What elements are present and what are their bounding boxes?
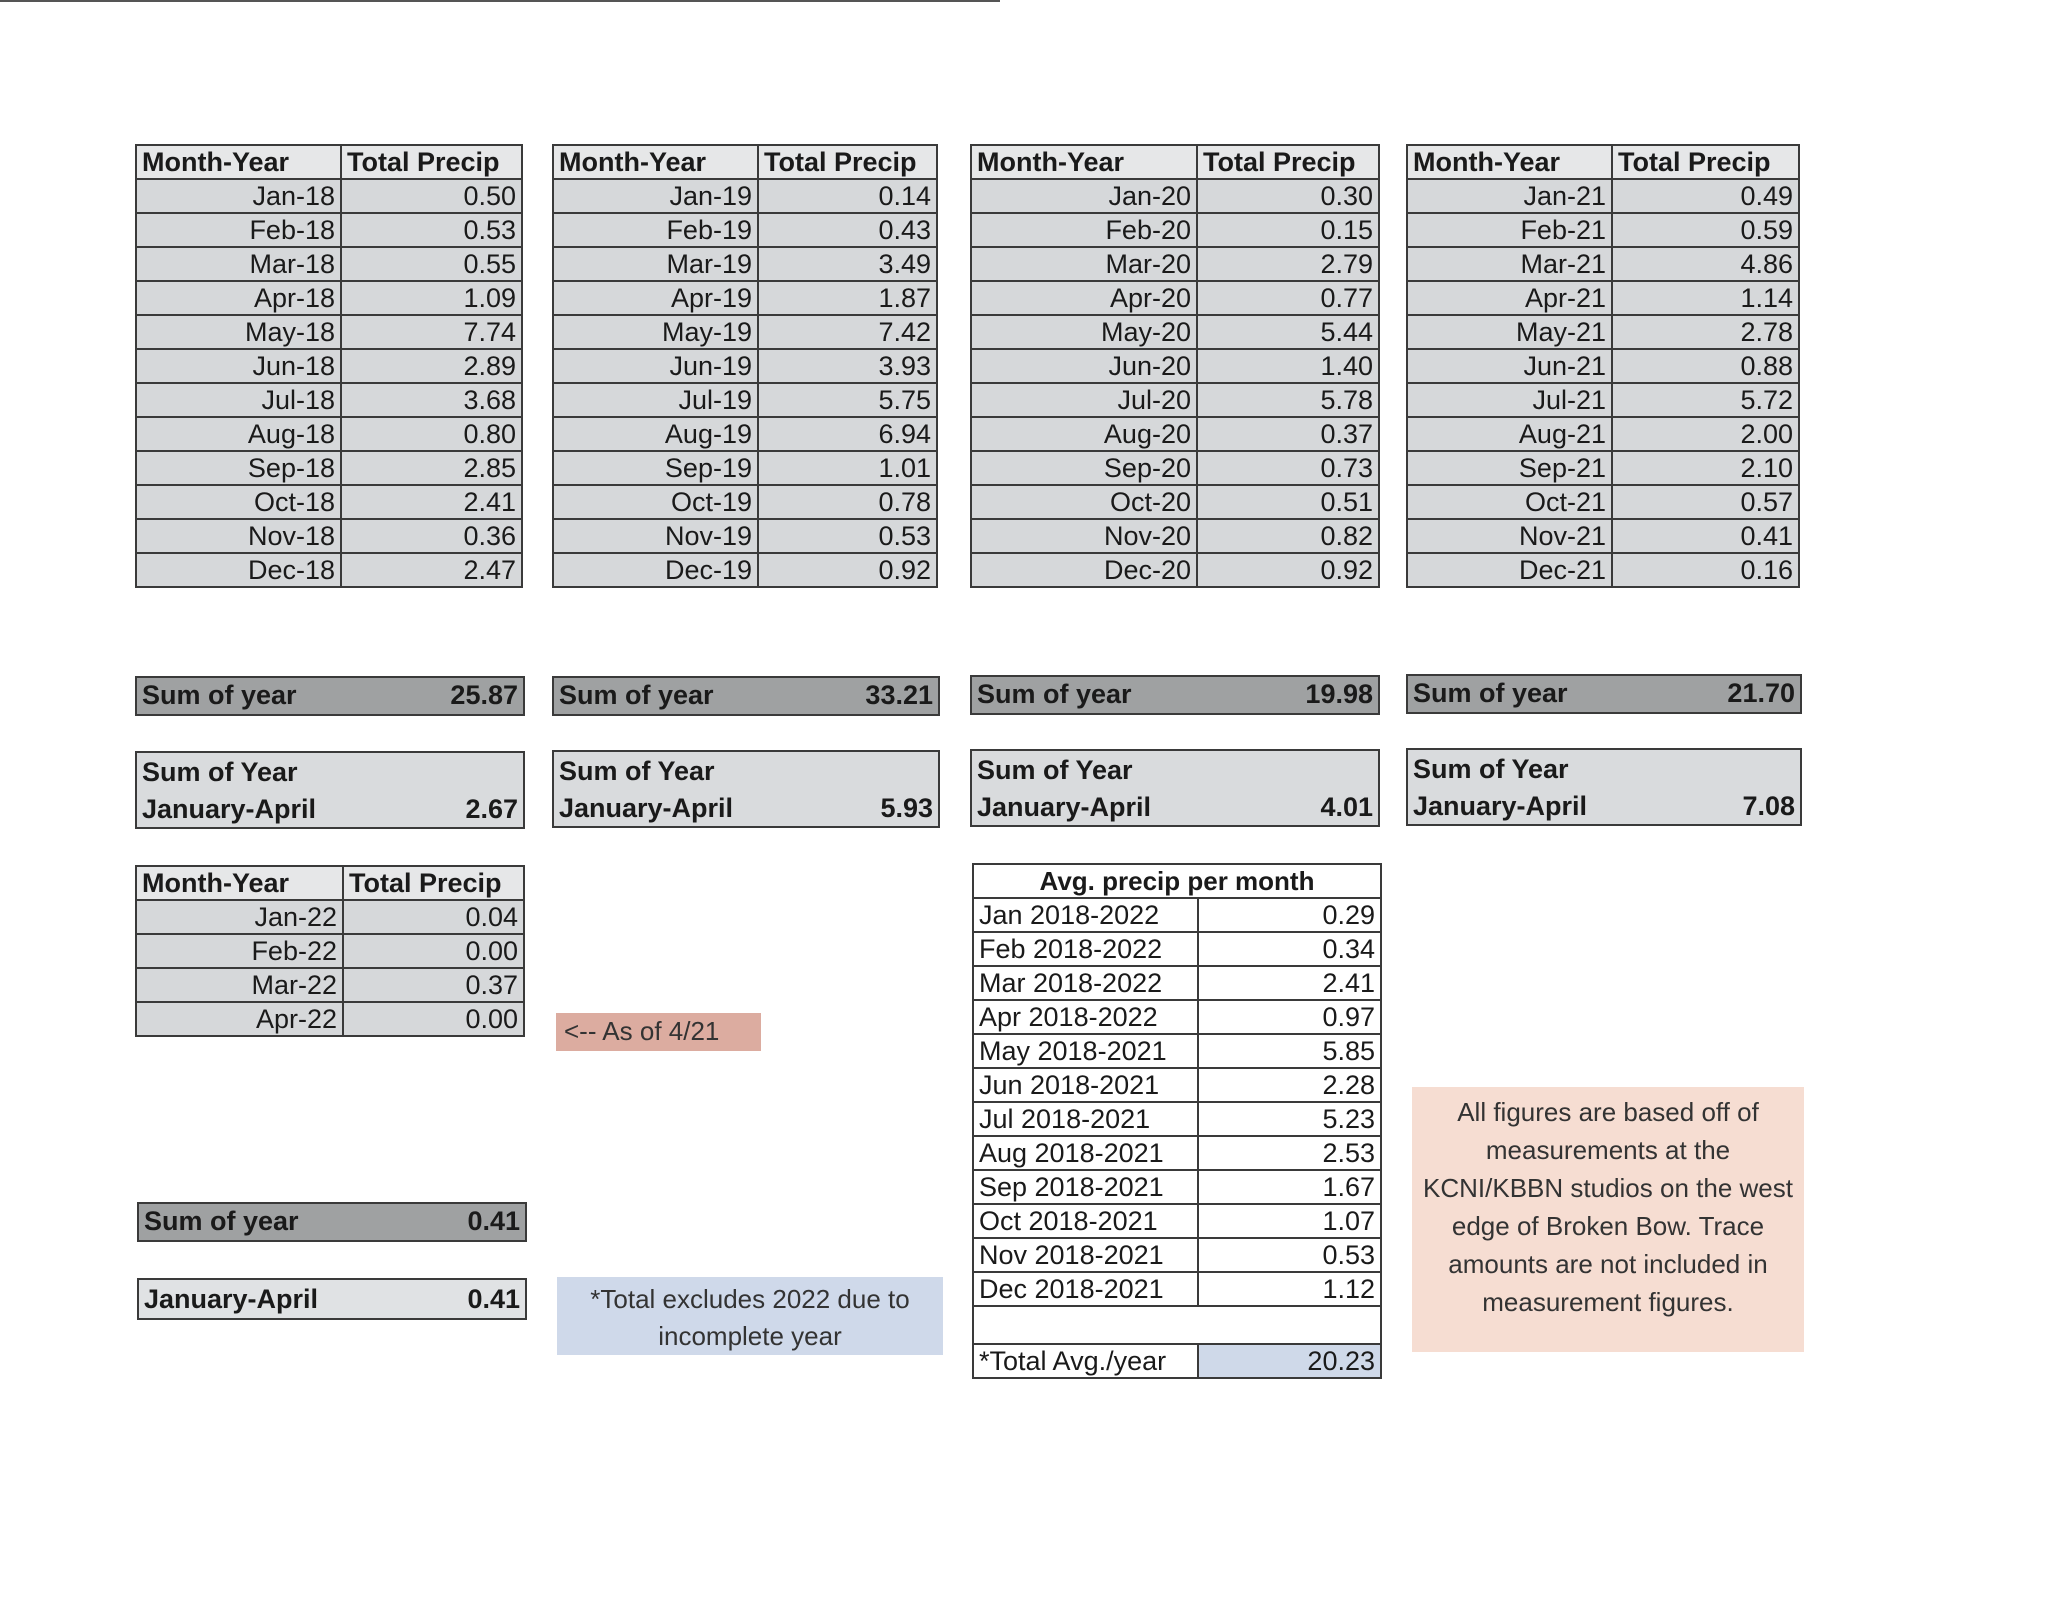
precip-cell: 0.77 xyxy=(1197,281,1379,315)
header-row xyxy=(136,145,522,179)
precip-cell: 2.89 xyxy=(341,349,522,383)
sum-of-year-2018 xyxy=(135,676,525,716)
as-of-note: <-- As of 4/21 xyxy=(556,1013,761,1051)
month-cell: Sep-19 xyxy=(553,451,758,485)
ja-line1: Sum of Year xyxy=(142,757,298,787)
precip-cell: 1.87 xyxy=(758,281,937,315)
header-row xyxy=(971,145,1379,179)
precip-cell: 3.93 xyxy=(758,349,937,383)
avg-month-value: 1.67 xyxy=(1198,1170,1381,1204)
table-row xyxy=(971,485,1379,519)
month-cell: Oct-20 xyxy=(971,485,1197,519)
table-row xyxy=(553,485,937,519)
blank-cell xyxy=(973,1306,1381,1344)
month-cell: Apr-21 xyxy=(1407,281,1612,315)
avg-row xyxy=(973,1272,1381,1306)
month-year-header: Month-Year xyxy=(136,866,343,900)
sum-of-year-2019 xyxy=(552,676,940,716)
avg-row xyxy=(973,898,1381,932)
month-cell: Jan-18 xyxy=(136,179,341,213)
avg-month-value: 1.07 xyxy=(1198,1204,1381,1238)
month-cell: Jul-21 xyxy=(1407,383,1612,417)
table-row xyxy=(1407,519,1799,553)
avg-row xyxy=(973,1204,1381,1238)
avg-month-value: 0.97 xyxy=(1198,1000,1381,1034)
sum-value: 33.21 xyxy=(865,680,933,710)
avg-month-label: Oct 2018-2021 xyxy=(973,1204,1198,1238)
avg-month-label: Jul 2018-2021 xyxy=(973,1102,1198,1136)
month-cell: Jun-19 xyxy=(553,349,758,383)
precip-cell: 2.79 xyxy=(1197,247,1379,281)
table-row xyxy=(971,519,1379,553)
avg-month-label: Jun 2018-2021 xyxy=(973,1068,1198,1102)
precip-cell: 2.85 xyxy=(341,451,522,485)
avg-row xyxy=(973,1170,1381,1204)
precip-table xyxy=(135,144,523,588)
figures-note: All figures are based off of measurements at the KCNI/KBBN studios on the west edge of Broken Bow. Trace amounts are not included in measurement figures. xyxy=(1412,1087,1804,1352)
table-row xyxy=(553,383,937,417)
jan-apr-2022 xyxy=(137,1278,527,1320)
table-row xyxy=(553,451,937,485)
precip-cell: 0.49 xyxy=(1612,179,1799,213)
month-cell: Feb-19 xyxy=(553,213,758,247)
month-cell: Mar-20 xyxy=(971,247,1197,281)
excludes-2022-note: *Total excludes 2022 due to incomplete year xyxy=(557,1277,943,1355)
precip-cell: 0.73 xyxy=(1197,451,1379,485)
sum-value: 0.41 xyxy=(467,1206,520,1236)
table-row xyxy=(136,900,524,934)
table-row xyxy=(1407,179,1799,213)
precip-cell: 3.49 xyxy=(758,247,937,281)
total-precip-header: Total Precip xyxy=(758,145,937,179)
month-cell: Dec-18 xyxy=(136,553,341,587)
sum-of-year-2022 xyxy=(137,1202,527,1242)
table-row xyxy=(1407,553,1799,587)
jan-apr-2018 xyxy=(135,751,525,829)
jan-apr-2020 xyxy=(970,749,1380,827)
ja-value: 4.01 xyxy=(1320,792,1373,822)
month-year-header: Month-Year xyxy=(136,145,341,179)
table-row xyxy=(971,383,1379,417)
ja-line2: January-April xyxy=(559,793,734,823)
precip-cell: 6.94 xyxy=(758,417,937,451)
table-row xyxy=(1407,281,1799,315)
ja-line2: January-April xyxy=(142,794,317,824)
table-row xyxy=(553,519,937,553)
avg-month-value: 2.41 xyxy=(1198,966,1381,1000)
month-cell: Aug-20 xyxy=(971,417,1197,451)
month-cell: Mar-18 xyxy=(136,247,341,281)
month-cell: Apr-22 xyxy=(136,1002,343,1036)
month-cell: Aug-18 xyxy=(136,417,341,451)
month-cell: Dec-21 xyxy=(1407,553,1612,587)
avg-row xyxy=(973,932,1381,966)
table-row xyxy=(971,349,1379,383)
table-row xyxy=(136,383,522,417)
jan-apr-2019 xyxy=(552,750,940,828)
month-cell: Nov-21 xyxy=(1407,519,1612,553)
precip-cell: 0.00 xyxy=(343,1002,524,1036)
table-row xyxy=(1407,383,1799,417)
month-cell: Oct-18 xyxy=(136,485,341,519)
avg-row xyxy=(973,1000,1381,1034)
avg-month-label: Dec 2018-2021 xyxy=(973,1272,1198,1306)
avg-month-label: Apr 2018-2022 xyxy=(973,1000,1198,1034)
month-year-header: Month-Year xyxy=(971,145,1197,179)
month-cell: May-21 xyxy=(1407,315,1612,349)
month-cell: Feb-21 xyxy=(1407,213,1612,247)
month-cell: Aug-21 xyxy=(1407,417,1612,451)
avg-month-value: 1.12 xyxy=(1198,1272,1381,1306)
sum-label: Sum of year xyxy=(977,679,1132,709)
month-cell: Nov-19 xyxy=(553,519,758,553)
precip-cell: 0.78 xyxy=(758,485,937,519)
avg-month-value: 5.85 xyxy=(1198,1034,1381,1068)
precip-cell: 0.53 xyxy=(341,213,522,247)
month-cell: Jan-20 xyxy=(971,179,1197,213)
month-cell: Nov-18 xyxy=(136,519,341,553)
avg-month-label: Mar 2018-2022 xyxy=(973,966,1198,1000)
avg-month-label: Jan 2018-2022 xyxy=(973,898,1198,932)
table-row xyxy=(136,349,522,383)
ja-line1: Sum of Year xyxy=(1413,754,1569,784)
table-row xyxy=(136,451,522,485)
table-row xyxy=(971,213,1379,247)
table-row xyxy=(971,179,1379,213)
ja-line1: Sum of Year xyxy=(559,756,715,786)
precip-cell: 0.16 xyxy=(1612,553,1799,587)
table-row xyxy=(136,315,522,349)
month-cell: Jan-22 xyxy=(136,900,343,934)
precip-table xyxy=(135,865,525,1037)
avg-title: Avg. precip per month xyxy=(973,864,1381,898)
month-cell: May-20 xyxy=(971,315,1197,349)
avg-row xyxy=(973,966,1381,1000)
precip-cell: 0.36 xyxy=(341,519,522,553)
sum-of-year-2021 xyxy=(1406,674,1802,714)
header-row xyxy=(1407,145,1799,179)
table-row xyxy=(553,213,937,247)
month-year-header: Month-Year xyxy=(1407,145,1612,179)
precip-cell: 0.82 xyxy=(1197,519,1379,553)
month-cell: Mar-22 xyxy=(136,968,343,1002)
precip-table xyxy=(1406,144,1800,588)
month-cell: Dec-19 xyxy=(553,553,758,587)
month-cell: Mar-21 xyxy=(1407,247,1612,281)
table-row xyxy=(1407,247,1799,281)
table-row xyxy=(553,247,937,281)
precip-cell: 5.75 xyxy=(758,383,937,417)
ja-line2: January-April xyxy=(1413,791,1588,821)
jan-apr-2021 xyxy=(1406,748,1802,826)
sum-value: 21.70 xyxy=(1727,678,1795,708)
precip-cell: 0.04 xyxy=(343,900,524,934)
table-row xyxy=(553,315,937,349)
table-row xyxy=(971,281,1379,315)
table-row xyxy=(553,179,937,213)
sum-of-year-2020 xyxy=(970,675,1380,715)
table-row xyxy=(136,519,522,553)
month-cell: Jun-18 xyxy=(136,349,341,383)
precip-cell: 0.30 xyxy=(1197,179,1379,213)
avg-month-label: May 2018-2021 xyxy=(973,1034,1198,1068)
avg-row xyxy=(973,1102,1381,1136)
month-cell: Oct-21 xyxy=(1407,485,1612,519)
table-row xyxy=(971,315,1379,349)
precip-cell: 2.00 xyxy=(1612,417,1799,451)
precip-cell: 0.59 xyxy=(1612,213,1799,247)
table-row xyxy=(1407,315,1799,349)
month-cell: Dec-20 xyxy=(971,553,1197,587)
avg-blank-row xyxy=(973,1306,1381,1344)
month-cell: Jun-20 xyxy=(971,349,1197,383)
ja-value: 7.08 xyxy=(1742,791,1795,821)
table-row xyxy=(136,179,522,213)
precip-cell: 0.14 xyxy=(758,179,937,213)
precip-table xyxy=(552,144,938,588)
avg-month-value: 2.53 xyxy=(1198,1136,1381,1170)
precip-cell: 2.47 xyxy=(341,553,522,587)
month-cell: Feb-20 xyxy=(971,213,1197,247)
table-row xyxy=(971,451,1379,485)
table-2018 xyxy=(135,144,523,588)
sum-value: 19.98 xyxy=(1305,679,1373,709)
avg-month-value: 0.53 xyxy=(1198,1238,1381,1272)
table-row xyxy=(136,968,524,1002)
header-row xyxy=(553,145,937,179)
table-row xyxy=(136,1002,524,1036)
avg-total-row xyxy=(973,1344,1381,1378)
table-row xyxy=(971,417,1379,451)
table-2020 xyxy=(970,144,1380,588)
precip-cell: 0.92 xyxy=(1197,553,1379,587)
ja-value: 5.93 xyxy=(880,793,933,823)
precip-cell: 7.74 xyxy=(341,315,522,349)
month-cell: May-19 xyxy=(553,315,758,349)
table-row xyxy=(136,247,522,281)
avg-precip-table xyxy=(972,863,1382,1379)
table-row xyxy=(136,553,522,587)
table-2019 xyxy=(552,144,938,588)
month-cell: Jul-18 xyxy=(136,383,341,417)
precip-cell: 0.55 xyxy=(341,247,522,281)
precip-cell: 0.57 xyxy=(1612,485,1799,519)
total-precip-header: Total Precip xyxy=(1197,145,1379,179)
precip-cell: 0.53 xyxy=(758,519,937,553)
month-cell: Apr-20 xyxy=(971,281,1197,315)
table-2021 xyxy=(1406,144,1800,588)
month-cell: Sep-20 xyxy=(971,451,1197,485)
avg-month-value: 2.28 xyxy=(1198,1068,1381,1102)
table-row xyxy=(971,247,1379,281)
month-cell: Aug-19 xyxy=(553,417,758,451)
ja-line1: Sum of Year xyxy=(977,755,1133,785)
table-row xyxy=(1407,485,1799,519)
precip-cell: 1.40 xyxy=(1197,349,1379,383)
sum-label: Sum of year xyxy=(142,680,297,710)
precip-cell: 1.01 xyxy=(758,451,937,485)
table-row xyxy=(971,553,1379,587)
ja-label: January-April xyxy=(144,1284,319,1314)
table-row xyxy=(136,417,522,451)
month-cell: Feb-22 xyxy=(136,934,343,968)
precip-table xyxy=(970,144,1380,588)
header-row xyxy=(136,866,524,900)
precip-cell: 0.80 xyxy=(341,417,522,451)
precip-cell: 0.50 xyxy=(341,179,522,213)
avg-month-label: Aug 2018-2021 xyxy=(973,1136,1198,1170)
precip-cell: 0.88 xyxy=(1612,349,1799,383)
month-cell: Mar-19 xyxy=(553,247,758,281)
precip-cell: 7.42 xyxy=(758,315,937,349)
precip-cell: 5.72 xyxy=(1612,383,1799,417)
page-top-rule xyxy=(0,0,1000,2)
precip-cell: 0.51 xyxy=(1197,485,1379,519)
table-row xyxy=(136,213,522,247)
precip-cell: 0.92 xyxy=(758,553,937,587)
avg-month-label: Nov 2018-2021 xyxy=(973,1238,1198,1272)
precip-cell: 2.10 xyxy=(1612,451,1799,485)
month-cell: Jul-19 xyxy=(553,383,758,417)
total-avg-value: 20.23 xyxy=(1198,1344,1381,1378)
avg-row xyxy=(973,1136,1381,1170)
table-row xyxy=(136,485,522,519)
ja-value: 2.67 xyxy=(465,794,518,824)
avg-month-value: 0.29 xyxy=(1198,898,1381,932)
total-precip-header: Total Precip xyxy=(1612,145,1799,179)
month-cell: Sep-21 xyxy=(1407,451,1612,485)
precip-cell: 0.41 xyxy=(1612,519,1799,553)
avg-month-label: Feb 2018-2022 xyxy=(973,932,1198,966)
total-precip-header: Total Precip xyxy=(341,145,522,179)
table-row xyxy=(553,349,937,383)
avg-month-label: Sep 2018-2021 xyxy=(973,1170,1198,1204)
total-avg-label: *Total Avg./year xyxy=(973,1344,1198,1378)
precip-cell: 2.78 xyxy=(1612,315,1799,349)
avg-title-row xyxy=(973,864,1381,898)
month-cell: Feb-18 xyxy=(136,213,341,247)
sum-label: Sum of year xyxy=(559,680,714,710)
table-row xyxy=(553,553,937,587)
precip-cell: 2.41 xyxy=(341,485,522,519)
precip-cell: 0.00 xyxy=(343,934,524,968)
precip-cell: 4.86 xyxy=(1612,247,1799,281)
sum-value: 25.87 xyxy=(450,680,518,710)
sum-label: Sum of year xyxy=(1413,678,1568,708)
precip-cell: 0.37 xyxy=(343,968,524,1002)
ja-line2: January-April xyxy=(977,792,1152,822)
avg-row xyxy=(973,1068,1381,1102)
table-row xyxy=(1407,349,1799,383)
table-row xyxy=(553,281,937,315)
precip-cell: 0.15 xyxy=(1197,213,1379,247)
table-row xyxy=(136,281,522,315)
precip-cell: 5.78 xyxy=(1197,383,1379,417)
month-cell: Nov-20 xyxy=(971,519,1197,553)
precip-cell: 3.68 xyxy=(341,383,522,417)
month-year-header: Month-Year xyxy=(553,145,758,179)
table-row xyxy=(553,417,937,451)
table-row xyxy=(136,934,524,968)
month-cell: Jan-21 xyxy=(1407,179,1612,213)
month-cell: Jul-20 xyxy=(971,383,1197,417)
ja-value: 0.41 xyxy=(467,1284,520,1314)
month-cell: May-18 xyxy=(136,315,341,349)
total-precip-header: Total Precip xyxy=(343,866,524,900)
avg-month-value: 0.34 xyxy=(1198,932,1381,966)
table-row xyxy=(1407,451,1799,485)
precip-cell: 0.37 xyxy=(1197,417,1379,451)
table-row xyxy=(1407,213,1799,247)
avg-table xyxy=(972,863,1382,1379)
month-cell: Jan-19 xyxy=(553,179,758,213)
precip-cell: 1.09 xyxy=(341,281,522,315)
avg-row xyxy=(973,1238,1381,1272)
precip-cell: 1.14 xyxy=(1612,281,1799,315)
table-2022 xyxy=(135,865,525,1037)
month-cell: Apr-18 xyxy=(136,281,341,315)
avg-row xyxy=(973,1034,1381,1068)
month-cell: Oct-19 xyxy=(553,485,758,519)
avg-month-value: 5.23 xyxy=(1198,1102,1381,1136)
precip-cell: 5.44 xyxy=(1197,315,1379,349)
month-cell: Jun-21 xyxy=(1407,349,1612,383)
sum-label: Sum of year xyxy=(144,1206,299,1236)
month-cell: Sep-18 xyxy=(136,451,341,485)
month-cell: Apr-19 xyxy=(553,281,758,315)
precip-cell: 0.43 xyxy=(758,213,937,247)
table-row xyxy=(1407,417,1799,451)
